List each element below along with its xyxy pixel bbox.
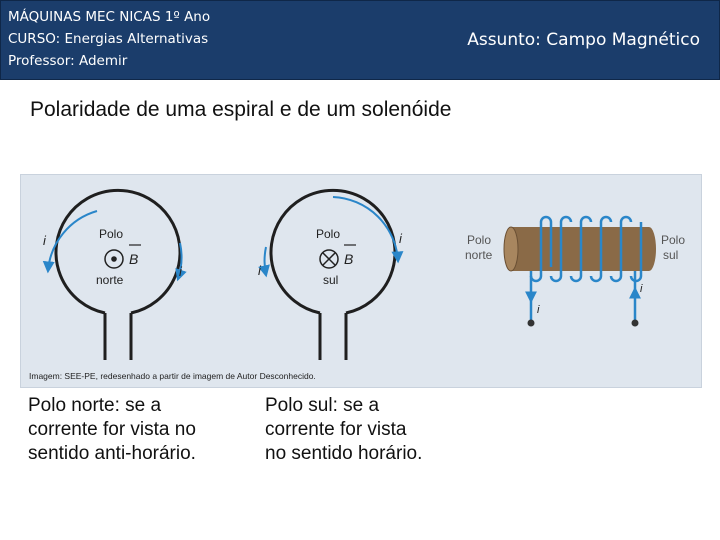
text-line: corrente for vista: [265, 419, 407, 440]
pole-name: sul: [663, 248, 679, 262]
pole-word: Polo: [316, 227, 341, 241]
field-symbol: B: [129, 251, 139, 267]
figure-caption: Imagem: SEE-PE, redesenhado a partir de imagem de Autor Desconhecido.: [29, 371, 316, 381]
text-line: corrente for vista no: [28, 419, 196, 440]
solenoid-core-end: [504, 227, 518, 271]
loop-north: [43, 190, 183, 360]
text-line: Polo norte: se a: [28, 395, 162, 416]
slide-title: Polaridade de uma espiral e de um solenóide: [30, 98, 452, 121]
pole-name: sul: [323, 273, 339, 287]
south-pole-description: [265, 394, 422, 466]
terminal: [528, 320, 535, 327]
solenoid: [465, 217, 685, 327]
pole-name: norte: [465, 248, 493, 262]
pole-word: Polo: [99, 227, 124, 241]
course-name: CURSO: Energias Alternativas: [8, 31, 209, 47]
field-out-dot: [111, 256, 117, 262]
pole-word: Polo: [467, 233, 492, 247]
text-line: Polo sul: se a: [265, 395, 380, 416]
header-info: [8, 6, 210, 72]
pole-name: norte: [96, 273, 124, 287]
current-label: i: [640, 283, 643, 295]
current-label: i: [537, 304, 540, 316]
north-pole-description: [28, 394, 196, 466]
text-line: sentido anti-horário.: [28, 443, 196, 464]
solenoid-core: [511, 227, 656, 271]
current-label: i: [179, 264, 182, 279]
current-label: i: [43, 233, 46, 248]
slide-header: [0, 0, 720, 80]
current-arrow: [333, 197, 398, 261]
course-title: MÁQUINAS MEC NICAS 1º Ano: [8, 9, 211, 25]
magnetic-diagram: [21, 175, 701, 387]
current-label: i: [399, 231, 402, 246]
pole-word: Polo: [661, 233, 686, 247]
professor-name: Professor: Ademir: [8, 53, 128, 69]
text-line: no sentido horário.: [265, 443, 423, 464]
current-label: i: [258, 263, 261, 278]
subject-label: Assunto: Campo Magnético: [467, 30, 700, 50]
terminal: [632, 320, 639, 327]
figure-panel: [20, 174, 702, 388]
current-arrow: [265, 247, 266, 275]
loop-south: [258, 190, 403, 360]
field-symbol: B: [344, 251, 354, 267]
